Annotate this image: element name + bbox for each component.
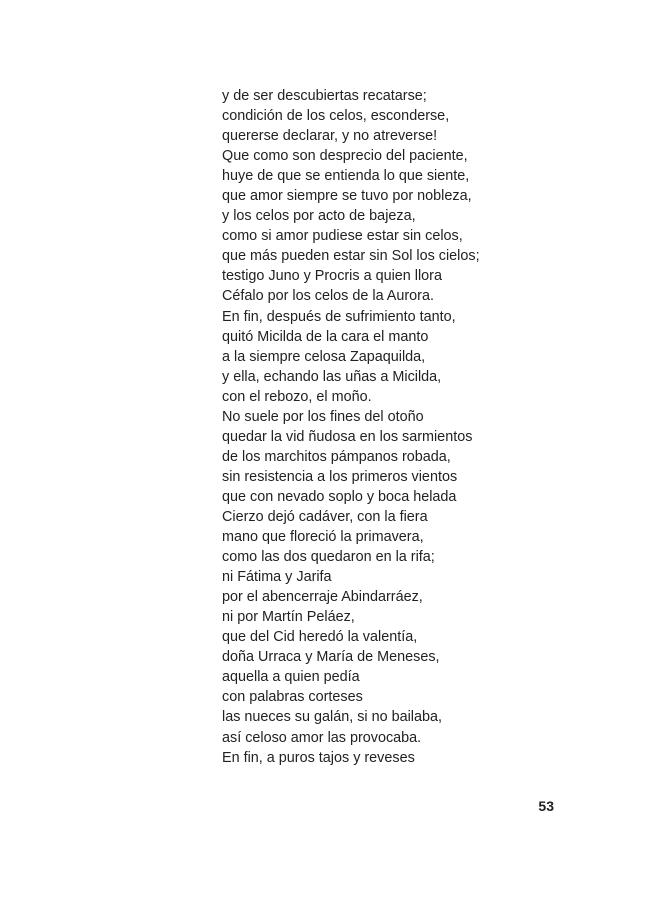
poem-line: como las dos quedaron en la rifa;	[222, 549, 435, 566]
poem-line: Que como son desprecio del paciente,	[222, 148, 468, 165]
poem-line: como si amor pudiese estar sin celos,	[222, 228, 463, 245]
poem-line: que con nevado soplo y boca helada	[222, 488, 457, 505]
poem-line: ni Fátima y Jarifa	[222, 569, 332, 586]
poem-line: las nueces su galán, si no bailaba,	[222, 709, 443, 726]
poem-text	[222, 86, 480, 768]
poem-line: que del Cid heredó la valentía,	[222, 629, 418, 646]
poem-line: aquella a quien pedía	[222, 669, 360, 686]
poem-line: que más pueden estar sin Sol los cielos;	[222, 248, 480, 265]
poem-line: y los celos por acto de bajeza,	[222, 208, 416, 225]
poem-line: y ella, echando las uñas a Micilda,	[222, 368, 442, 385]
poem-line: quererse declarar, y no atreverse!	[222, 128, 438, 145]
poem-line: condición de los celos, esconderse,	[222, 108, 450, 125]
poem-line: con el rebozo, el moño.	[222, 388, 372, 405]
poem-line: doña Urraca y María de Meneses,	[222, 649, 440, 666]
poem-line: mano que floreció la primavera,	[222, 529, 424, 546]
poem-line: En fin, después de sufrimiento tanto,	[222, 308, 456, 325]
poem-line: sin resistencia a los primeros vientos	[222, 468, 458, 485]
poem-line: ni por Martín Peláez,	[222, 609, 355, 626]
poem-line: En fin, a puros tajos y reveses	[222, 749, 415, 766]
poem-line: y de ser descubiertas recatarse;	[222, 88, 427, 104]
poem-line: de los marchitos pámpanos robada,	[222, 448, 451, 465]
poem-line: así celoso amor las provocaba.	[222, 729, 422, 746]
page-number: 53	[538, 798, 554, 814]
poem-line: Céfalo por los celos de la Aurora.	[222, 288, 434, 305]
poem-line: quitó Micilda de la cara el manto	[222, 328, 429, 345]
poem-line: que amor siempre se tuvo por nobleza,	[222, 188, 472, 205]
poem-line: por el abencerraje Abindarráez,	[222, 589, 423, 606]
poem-line: No suele por los fines del otoño	[222, 408, 424, 425]
poem-line: con palabras corteses	[222, 689, 363, 706]
poem-line: quedar la vid ñudosa en los sarmientos	[222, 428, 473, 445]
poem-line: testigo Juno y Procris a quien llora	[222, 268, 442, 285]
poem-line: huye de que se entienda lo que siente,	[222, 168, 470, 185]
poem-line: a la siempre celosa Zapaquilda,	[222, 348, 426, 365]
poem-line: Cierzo dejó cadáver, con la fiera	[222, 508, 428, 525]
